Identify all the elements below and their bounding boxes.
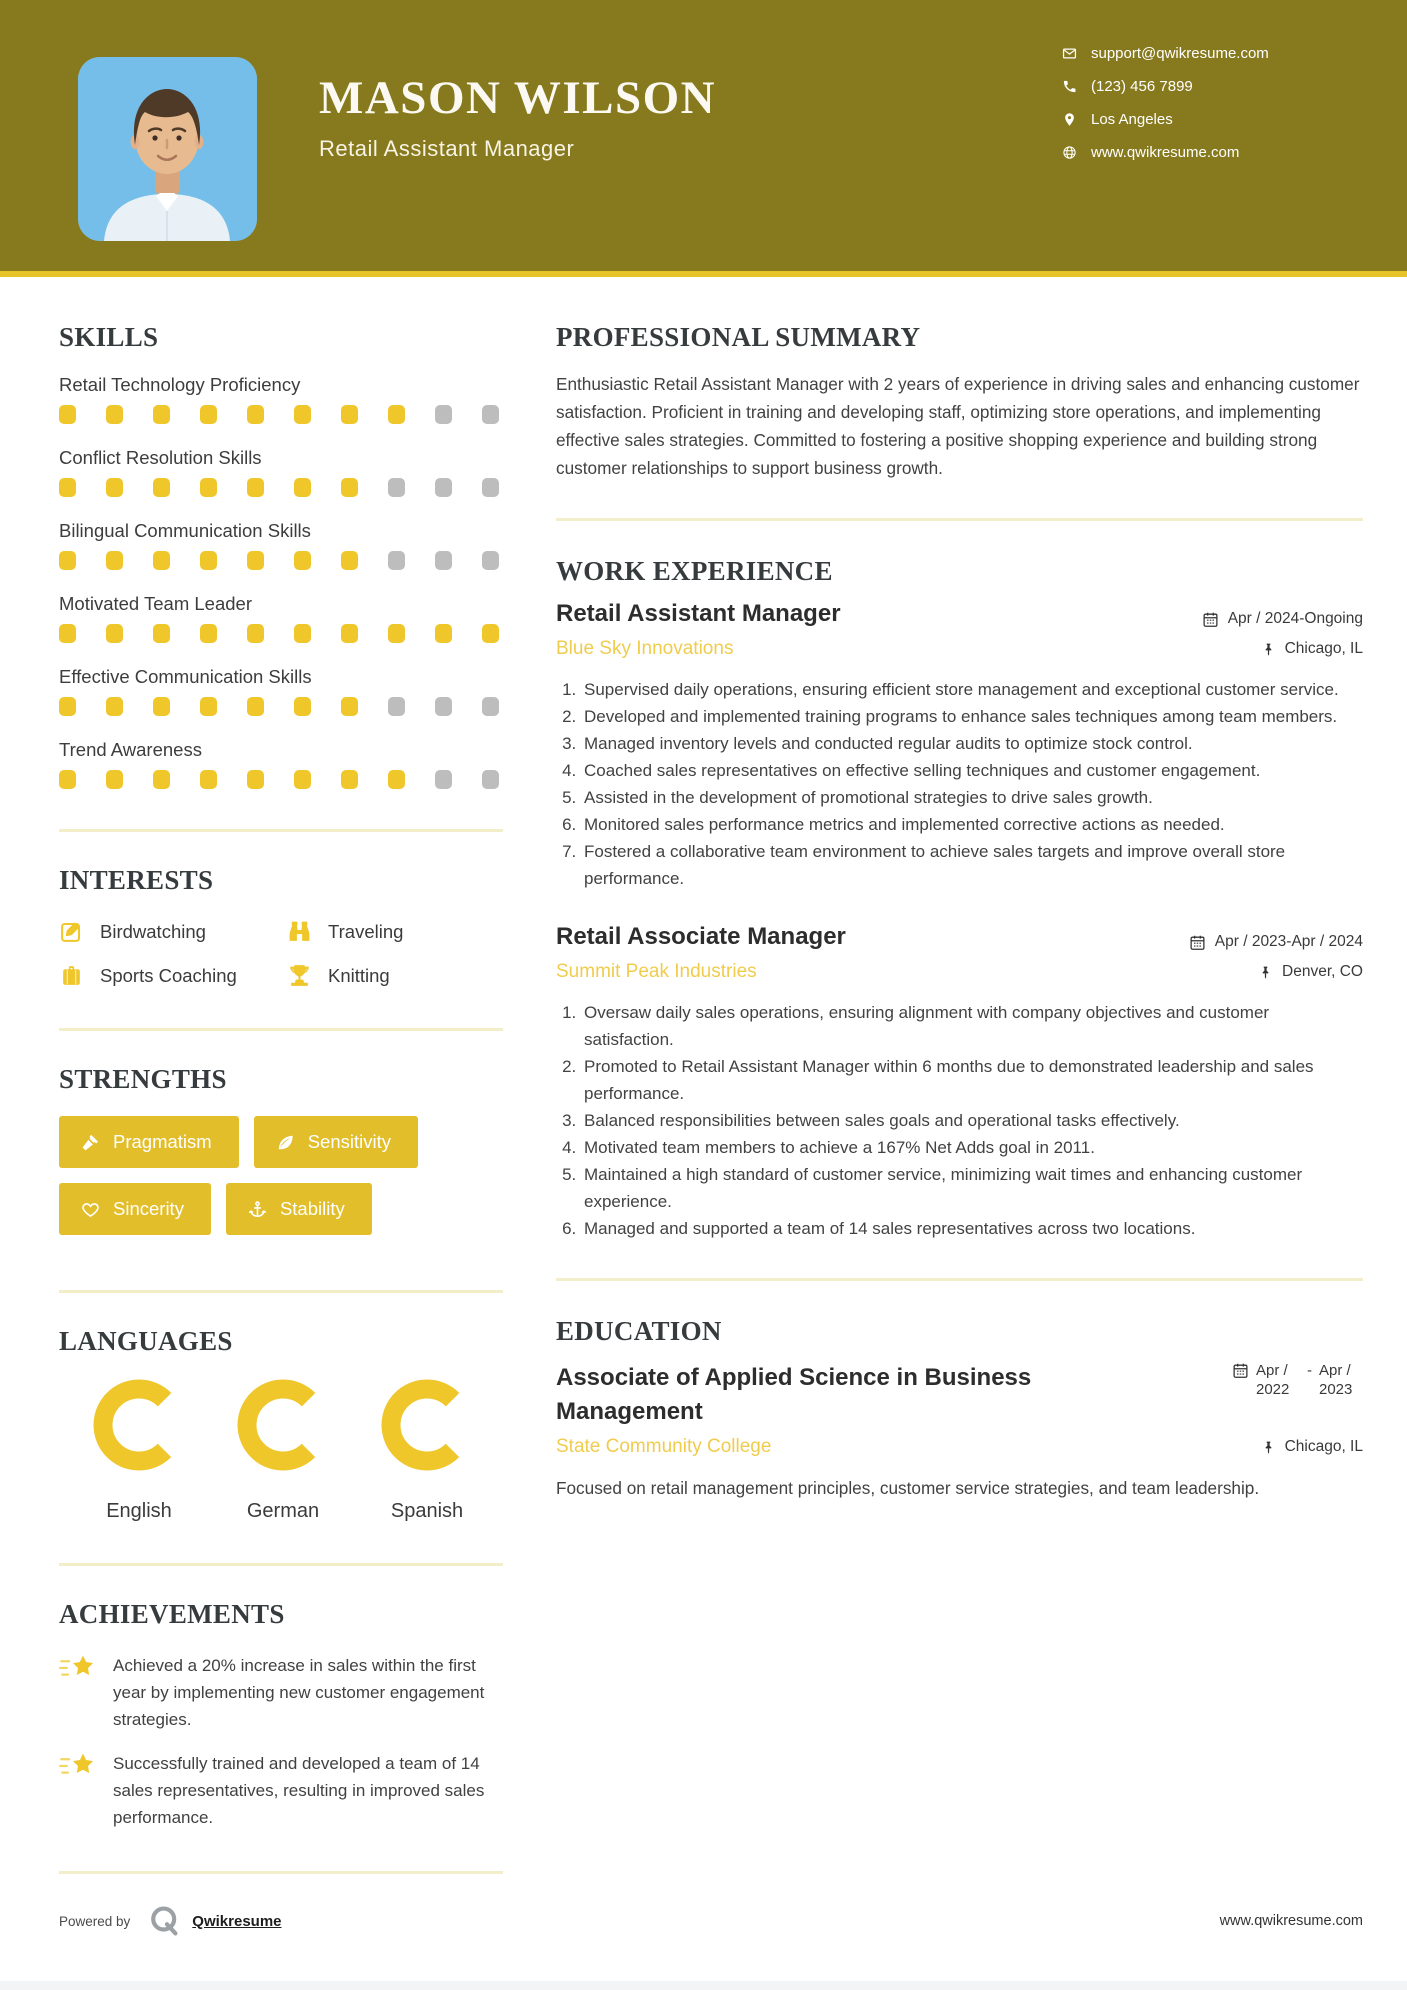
summary-text: Enthusiastic Retail Assistant Manager with 2 years of experience in driving sales and enhancing customer satisfaction. Proficient in training and developing staff, optimizing store operations, and implementing effective sales strategies. Committed to fostering a positive shopping experience and building strong customer relationships to support business growth. xyxy=(556,374,1360,478)
skills-section xyxy=(59,322,503,789)
job-date xyxy=(1202,610,1363,628)
skill-dot-filled xyxy=(200,405,217,424)
job-bullet: 2. Promoted to Retail Assistant Manager within 6 months due to demonstrated leadership and sales performance. xyxy=(581,1053,1363,1107)
skill-dot-filled xyxy=(59,624,76,643)
divider xyxy=(59,1871,503,1874)
pushpin-icon xyxy=(1258,965,1273,980)
skill-dot-filled xyxy=(200,551,217,570)
skill-dot-filled xyxy=(294,478,311,497)
achievement-text: Successfully trained and developed a team of 14 sales representatives, resulting in improved sales performance. xyxy=(113,1754,485,1827)
name-block xyxy=(319,74,716,162)
skill-item xyxy=(59,593,503,643)
summary-heading: PROFESSIONAL SUMMARY xyxy=(556,322,921,352)
job-bullet: 5. Maintained a high standard of customer service, minimizing wait times and enhancing customer experience. xyxy=(581,1161,1363,1215)
skill-dot-filled xyxy=(388,624,405,643)
skill-dot-filled xyxy=(341,405,358,424)
language-label: Spanish xyxy=(390,1500,464,1522)
strengths-list xyxy=(59,1116,503,1250)
interests-section xyxy=(59,865,503,988)
skill-dot-empty xyxy=(388,697,405,716)
languages-list xyxy=(59,1379,503,1523)
divider xyxy=(556,1278,1363,1281)
achievement-item xyxy=(59,1750,503,1831)
footer xyxy=(59,1904,1363,1938)
achievement-item xyxy=(59,1652,503,1733)
skill-dot-filled xyxy=(247,624,264,643)
trophy-icon xyxy=(287,963,312,988)
skill-dot-filled xyxy=(200,770,217,789)
interest-item xyxy=(287,963,503,988)
divider xyxy=(59,1028,503,1031)
skill-dot-empty xyxy=(435,770,452,789)
job-title-row xyxy=(556,923,1363,951)
strength-label: Sincerity xyxy=(113,1198,184,1219)
interest-label: Traveling xyxy=(328,920,404,942)
job-bullet: 2. Developed and implemented training programs to enhance sales techniques among team members. xyxy=(581,703,1363,730)
skill-dot-filled xyxy=(153,551,170,570)
education-location-text: Chicago, IL xyxy=(1284,1438,1363,1456)
strength-chip xyxy=(59,1116,239,1168)
job-entry xyxy=(556,600,1363,892)
job-bullet: 6. Monitored sales performance metrics and implemented corrective actions as needed. xyxy=(581,811,1363,838)
footer-site-url: www.qwikresume.com xyxy=(1219,1913,1363,1929)
skill-dot-empty xyxy=(482,551,499,570)
skill-dot-filled xyxy=(106,478,123,497)
compose-icon xyxy=(59,919,84,944)
contact-text: (123) 456 7899 xyxy=(1091,77,1193,95)
skill-dot-filled xyxy=(59,478,76,497)
left-column xyxy=(59,277,503,1907)
skill-dot-filled xyxy=(341,624,358,643)
contact-row xyxy=(1062,44,1269,62)
skill-dot-filled xyxy=(106,624,123,643)
divider xyxy=(59,1290,503,1293)
job-bullet: 4. Coached sales representatives on effective selling techniques and customer engagement. xyxy=(581,757,1363,784)
job-bullet-list xyxy=(556,676,1363,892)
skill-label: Conflict Resolution Skills xyxy=(59,447,262,468)
skill-dot-filled xyxy=(106,697,123,716)
skill-label: Motivated Team Leader xyxy=(59,593,252,614)
skill-dot-filled xyxy=(200,478,217,497)
skill-dot-filled xyxy=(106,405,123,424)
job-title-row xyxy=(556,600,1363,628)
divider xyxy=(59,829,503,832)
job-date xyxy=(1189,933,1363,951)
calendar-icon xyxy=(1189,934,1206,951)
skill-dot-filled xyxy=(247,405,264,424)
skill-dot-empty xyxy=(482,405,499,424)
skill-dot-empty xyxy=(482,478,499,497)
experience-section xyxy=(556,556,1363,1242)
school-name: State Community College xyxy=(556,1436,772,1458)
skill-dot-filled xyxy=(341,478,358,497)
job-entry xyxy=(556,923,1363,1242)
strengths-heading: STRENGTHS xyxy=(59,1064,227,1094)
achievements-heading: ACHIEVEMENTS xyxy=(59,1599,285,1629)
job-bullet: 4. Motivated team members to achieve a 167% Net Adds goal in 2011. xyxy=(581,1134,1363,1161)
contact-text: Los Angeles xyxy=(1091,110,1173,128)
hammer-icon xyxy=(81,1133,100,1152)
skill-level-meter xyxy=(59,405,503,424)
skill-dot-empty xyxy=(435,478,452,497)
profile-photo xyxy=(78,57,257,241)
interest-label: Sports Coaching xyxy=(100,964,237,986)
skill-dot-filled xyxy=(294,624,311,643)
qwikresume-link[interactable]: Qwikresume xyxy=(192,1912,282,1930)
calendar-icon xyxy=(1232,1362,1249,1379)
education-header-row xyxy=(556,1361,1363,1428)
skill-dot-filled xyxy=(247,478,264,497)
education-date-separator: - xyxy=(1307,1362,1312,1379)
job-bullet: 3. Balanced responsibilities between sales goals and operational tasks effectively. xyxy=(581,1107,1363,1134)
interest-label: Birdwatching xyxy=(100,920,206,942)
language-gauge xyxy=(381,1379,473,1476)
skill-dot-empty xyxy=(388,478,405,497)
interest-item xyxy=(59,919,287,944)
right-column xyxy=(556,277,1363,1907)
education-section xyxy=(556,1316,1363,1502)
strength-chip xyxy=(226,1183,372,1235)
skill-item xyxy=(59,666,503,716)
skill-dot-empty xyxy=(435,551,452,570)
skill-dot-filled xyxy=(200,697,217,716)
skill-dot-filled xyxy=(294,405,311,424)
skill-dot-filled xyxy=(294,697,311,716)
skill-dot-filled xyxy=(59,697,76,716)
skill-dot-filled xyxy=(153,697,170,716)
job-bullet: 1. Supervised daily operations, ensuring efficient store management and exceptional customer service. xyxy=(581,676,1363,703)
heart-icon xyxy=(81,1200,100,1219)
skill-dot-empty xyxy=(482,697,499,716)
job-date-text: Apr / 2023-Apr / 2024 xyxy=(1214,933,1363,950)
pushpin-icon xyxy=(1261,1440,1276,1455)
job-title: Retail Assistant Manager xyxy=(556,600,841,627)
skill-dot-filled xyxy=(294,770,311,789)
leaf-icon xyxy=(276,1133,295,1152)
page-bottom-strip xyxy=(0,1981,1407,1990)
contact-list xyxy=(1062,44,1269,176)
binoculars-icon xyxy=(287,919,312,944)
globe-icon xyxy=(1062,145,1077,160)
skills-list xyxy=(59,374,503,789)
briefcase-icon xyxy=(59,963,84,988)
skill-item xyxy=(59,374,503,424)
person-title: Retail Assistant Manager xyxy=(319,136,575,162)
interests-list xyxy=(59,919,503,988)
skill-dot-filled xyxy=(388,770,405,789)
interest-item xyxy=(287,919,503,944)
skill-dot-filled xyxy=(106,551,123,570)
qwikresume-logo-icon xyxy=(148,1904,182,1938)
job-bullet: 6. Managed and supported a team of 14 sales representatives across two locations. xyxy=(581,1215,1363,1242)
language-item xyxy=(67,1379,211,1523)
anchor-icon xyxy=(248,1200,267,1219)
skill-dot-filled xyxy=(341,770,358,789)
skill-dot-filled xyxy=(106,770,123,789)
star-icon xyxy=(59,1752,97,1781)
job-bullet: 7. Fostered a collaborative team environment to achieve sales targets and improve overall store performance. xyxy=(581,838,1363,892)
divider xyxy=(59,1563,503,1566)
education-date-end: Apr / 2023 xyxy=(1319,1362,1353,1398)
skill-dot-filled xyxy=(388,405,405,424)
skill-level-meter xyxy=(59,624,503,643)
strength-label: Stability xyxy=(279,1198,345,1219)
skill-label: Effective Communication Skills xyxy=(59,666,312,687)
education-date-start: Apr / 2022 xyxy=(1256,1362,1290,1398)
job-bullet: 5. Assisted in the development of promotional strategies to drive sales growth. xyxy=(581,784,1363,811)
summary-section xyxy=(556,322,1363,482)
skill-dot-filled xyxy=(59,405,76,424)
language-gauge xyxy=(93,1379,185,1476)
experience-heading: WORK EXPERIENCE xyxy=(556,556,833,586)
skill-dot-filled xyxy=(153,405,170,424)
languages-section xyxy=(59,1326,503,1523)
job-title: Retail Associate Manager xyxy=(556,923,846,950)
skill-dot-filled xyxy=(247,770,264,789)
skill-label: Retail Technology Proficiency xyxy=(59,374,301,395)
job-company-row xyxy=(556,638,1363,660)
skill-dot-filled xyxy=(153,770,170,789)
contact-row xyxy=(1062,77,1269,95)
skill-dot-filled xyxy=(482,624,499,643)
contact-row xyxy=(1062,110,1269,128)
skill-level-meter xyxy=(59,551,503,570)
education-dates xyxy=(1232,1361,1363,1399)
skill-dot-filled xyxy=(435,624,452,643)
education-heading: EDUCATION xyxy=(556,1316,722,1346)
job-bullet: 1. Oversaw daily sales operations, ensuring alignment with company objectives and customer satisfaction. xyxy=(581,999,1363,1053)
company-name: Summit Peak Industries xyxy=(556,961,757,982)
job-location-text: Denver, CO xyxy=(1282,963,1363,980)
skill-dot-filled xyxy=(59,770,76,789)
strength-chip xyxy=(254,1116,418,1168)
skill-dot-empty xyxy=(388,551,405,570)
skill-label: Trend Awareness xyxy=(59,739,202,760)
job-location xyxy=(1258,963,1363,981)
interests-heading: INTERESTS xyxy=(59,865,214,895)
skill-dot-filled xyxy=(247,697,264,716)
pushpin-icon xyxy=(1261,642,1276,657)
skill-dot-filled xyxy=(59,551,76,570)
powered-by xyxy=(59,1904,282,1938)
languages-heading: LANGUAGES xyxy=(59,1326,233,1356)
strength-label: Sensitivity xyxy=(307,1131,391,1152)
language-item xyxy=(211,1379,355,1523)
strengths-section xyxy=(59,1064,503,1250)
language-label: German xyxy=(246,1500,320,1522)
skill-dot-filled xyxy=(200,624,217,643)
skill-item xyxy=(59,739,503,789)
language-item xyxy=(355,1379,499,1523)
profile-photo-illustration xyxy=(78,57,257,241)
job-location xyxy=(1261,640,1363,658)
skill-dot-empty xyxy=(435,405,452,424)
location-icon xyxy=(1062,112,1077,127)
jobs-list xyxy=(556,600,1363,1242)
star-icon xyxy=(59,1654,97,1683)
powered-by-label: Powered by xyxy=(59,1913,131,1929)
contact-text: support@qwikresume.com xyxy=(1091,44,1269,62)
achievement-text: Achieved a 20% increase in sales within the first year by implementing new customer engagement strategies. xyxy=(113,1656,485,1729)
job-bullet-list xyxy=(556,999,1363,1242)
contact-row xyxy=(1062,143,1269,161)
language-label: English xyxy=(106,1500,172,1522)
achievements-section xyxy=(59,1599,503,1831)
phone-icon xyxy=(1062,79,1077,94)
body xyxy=(0,277,1407,1907)
interest-item xyxy=(59,963,287,988)
strength-chip xyxy=(59,1183,211,1235)
email-icon xyxy=(1062,46,1077,61)
skill-dot-filled xyxy=(341,697,358,716)
person-name: MASON WILSON xyxy=(319,72,717,124)
education-school-row xyxy=(556,1436,1363,1458)
skill-level-meter xyxy=(59,478,503,497)
skill-dot-filled xyxy=(341,551,358,570)
skill-dot-filled xyxy=(153,478,170,497)
education-location xyxy=(1261,1438,1363,1456)
degree-title: Associate of Applied Science in Business Management xyxy=(556,1364,1032,1425)
skill-label: Bilingual Communication Skills xyxy=(59,520,311,541)
job-location-text: Chicago, IL xyxy=(1284,640,1363,657)
skill-dot-filled xyxy=(247,551,264,570)
strength-label: Pragmatism xyxy=(113,1131,212,1152)
skill-dot-filled xyxy=(153,624,170,643)
skill-dot-empty xyxy=(435,697,452,716)
skill-level-meter xyxy=(59,770,503,789)
job-company-row xyxy=(556,961,1363,983)
language-gauge xyxy=(237,1379,329,1476)
interest-label: Knitting xyxy=(328,964,390,986)
company-name: Blue Sky Innovations xyxy=(556,638,734,659)
achievements-list xyxy=(59,1652,503,1831)
skill-item xyxy=(59,447,503,497)
calendar-icon xyxy=(1202,611,1219,628)
skill-dot-filled xyxy=(294,551,311,570)
contact-text: www.qwikresume.com xyxy=(1091,143,1240,161)
job-bullet: 3. Managed inventory levels and conducted regular audits to optimize stock control. xyxy=(581,730,1363,757)
divider xyxy=(556,518,1363,521)
skills-heading: SKILLS xyxy=(59,322,159,352)
header xyxy=(0,0,1407,271)
skill-level-meter xyxy=(59,697,503,716)
education-description: Focused on retail management principles, customer service strategies, and team leadership. xyxy=(556,1478,1260,1499)
job-date-text: Apr / 2024-Ongoing xyxy=(1227,610,1363,627)
skill-dot-empty xyxy=(482,770,499,789)
skill-item xyxy=(59,520,503,570)
